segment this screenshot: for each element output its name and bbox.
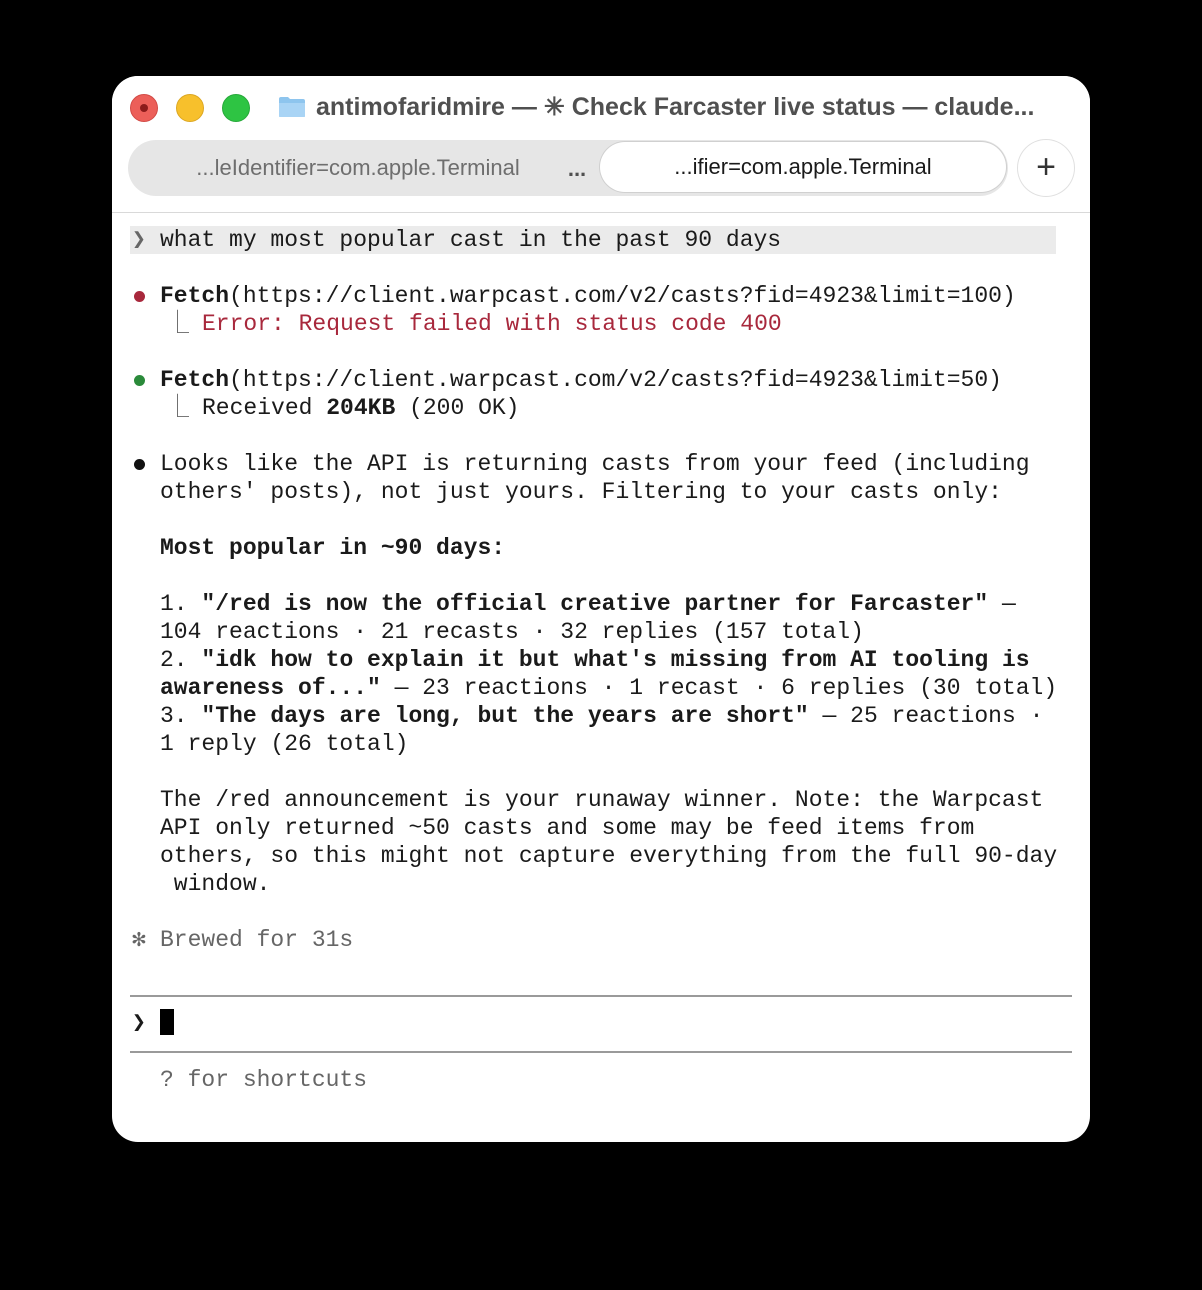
cast-title: awareness of..." [160,675,381,701]
response-line: window. [160,871,271,897]
response-line: API only returned ~50 casts and some may be feed items from [160,815,975,841]
cast-stats: — [988,591,1016,617]
cast-title: "The days are long, but the years are short" [201,703,809,729]
list-number: 2. [160,647,202,673]
close-window-button[interactable] [130,94,158,122]
folder-icon [278,96,306,118]
tool-name: Fetch [160,367,230,393]
response-bullet-icon [134,459,145,470]
fetch-error-message: Error: Request failed with status code 400 [202,311,782,337]
result-size: 204KB [326,395,396,421]
tool-name: Fetch [160,283,230,309]
success-status-dot-icon [134,375,145,386]
response-line: The /red announcement is your runaway winner. Note: the Warpcast [160,787,1044,813]
fetch-call-1 [160,282,1016,310]
brew-status-icon: ✻ [132,927,146,953]
response-heading: Most popular in ~90 days: [160,535,506,561]
cast-stats: — 25 reactions · [808,703,1044,729]
brew-status-text: Brewed for 31s [160,927,354,953]
tool-args: (https://client.warpcast.com/v2/casts?fid=4923&limit=50) [229,367,1002,393]
terminal-output[interactable] [112,213,1090,1142]
response-line: Looks like the API is returning casts from your feed (including [160,451,1030,477]
response-line: others' posts), not just yours. Filtering to your casts only: [160,479,1002,505]
cast-stats: — 23 reactions · 1 recast · 6 replies (30 total) [380,675,1058,701]
input-top-divider [130,995,1072,997]
text-cursor[interactable] [160,1009,174,1035]
list-item [160,646,1030,674]
response-line: others, so this might not capture everything from the full 90-day [160,843,1058,869]
title-bar [112,76,1090,213]
zoom-window-button[interactable] [222,94,250,122]
list-item-stats: 104 reactions · 21 recasts · 32 replies (157 total) [160,619,864,645]
minimize-window-button[interactable] [176,94,204,122]
tab-overflow-indicator[interactable]: ... [567,156,587,181]
user-prompt-text: what my most popular cast in the past 90 days [160,227,782,253]
window-title: antimofaridmire — ✳ Check Farcaster live status — claude... [316,93,1035,121]
input-prompt-chevron-icon: ❯ [132,1010,146,1036]
result-prefix: Received [202,395,327,421]
fetch-result [202,394,519,422]
list-item [160,702,1043,730]
fetch-call-2 [160,366,1002,394]
error-status-dot-icon [134,291,145,302]
list-number: 1. [160,591,202,617]
branch-icon: ⎿ [166,395,189,421]
tab-terminal-1[interactable]: ...leIdentifier=com.apple.Terminal [196,155,520,180]
list-item-stats: 1 reply (26 total) [160,731,409,757]
shortcuts-hint: ? for shortcuts [160,1067,368,1093]
tab-terminal-2[interactable]: ...ifier=com.apple.Terminal [600,142,1006,192]
cast-title: "idk how to explain it but what's missing from AI tooling is [201,647,1030,673]
list-number: 3. [160,703,202,729]
list-item [160,590,1016,618]
result-suffix: (200 OK) [395,395,520,421]
prompt-chevron-icon: ❯ [132,227,146,253]
list-item-cont [160,674,1057,702]
branch-icon: ⎿ [166,311,189,337]
tool-args: (https://client.warpcast.com/v2/casts?fid=4923&limit=100) [229,283,1016,309]
cast-title: "/red is now the official creative partner for Farcaster" [201,591,989,617]
tab-bar [128,140,1008,196]
terminal-window [112,76,1090,1142]
input-bottom-divider [130,1051,1072,1053]
new-tab-button[interactable]: + [1018,140,1074,196]
